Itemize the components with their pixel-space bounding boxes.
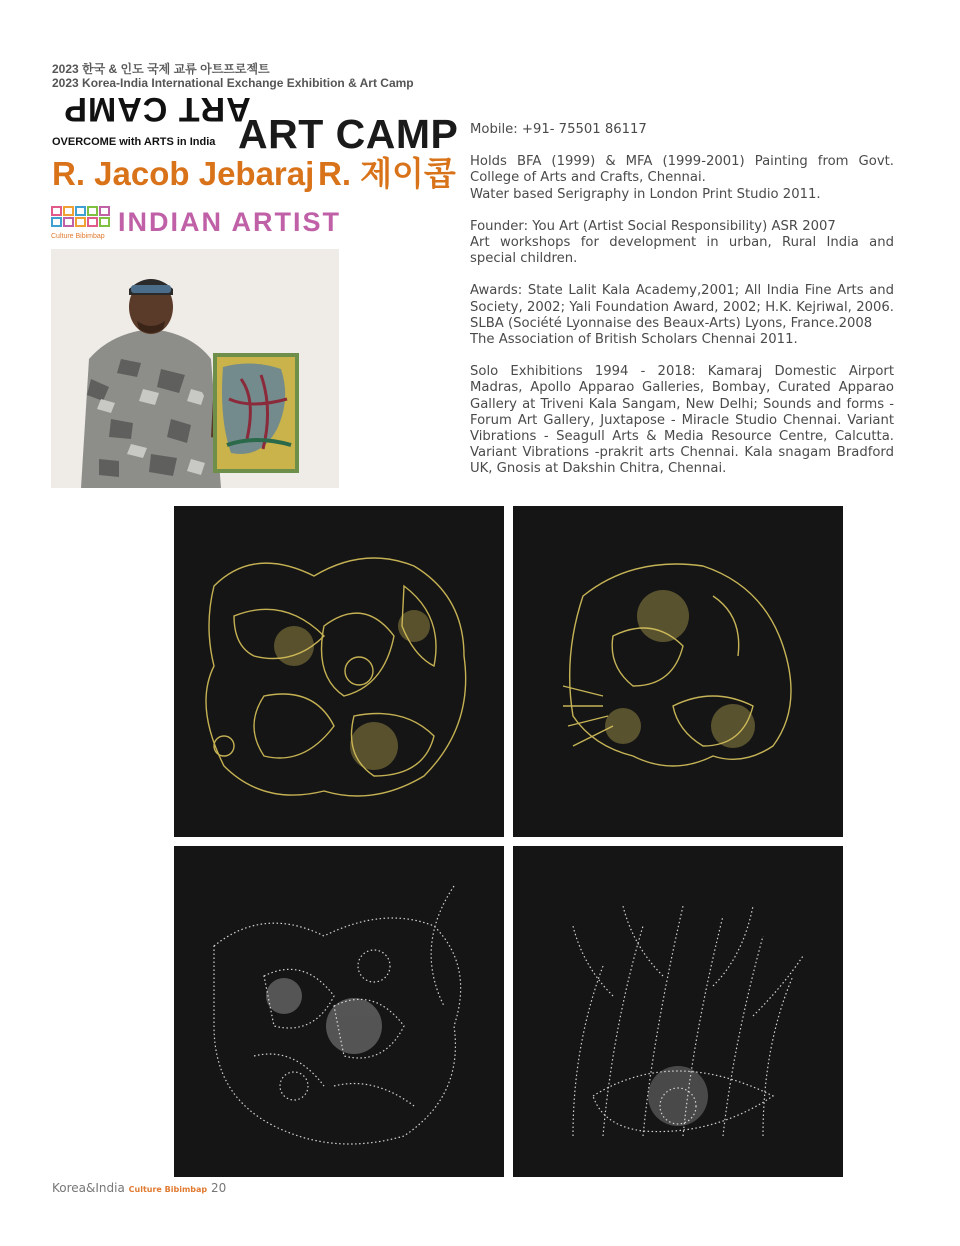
bio-association: The Association of British Scholars Chennai 2011. (470, 332, 798, 348)
footer-brand: Culture Bibimbap (128, 1185, 208, 1194)
page-number: 20 (210, 1181, 227, 1195)
bio-workshops: Art workshops for development in urban, Rural India and special children. (470, 235, 894, 267)
english-event-title: 2023 Korea-India International Exchange Exhibition & Art Camp (52, 76, 414, 90)
artist-photo (51, 249, 339, 488)
art-camp-logo: ART CAMP (63, 90, 251, 128)
artist-name-english: R. Jacob Jebaraj (52, 155, 315, 192)
artwork-4 (513, 846, 843, 1177)
bio-awards: Awards: State Lalit Kala Academy,2001; All India Fine Arts and Society, 2002; Yali Foundation Award, 2002; H.K. Kejriwal, 2006. SLBA (Société Lyonnaise des Beaux-Arts) Lyons, France.2008 (470, 283, 894, 331)
bio-training: Water based Serigraphy in London Print Studio 2011. (470, 186, 821, 202)
artwork-3 (174, 846, 504, 1177)
logo-subtitle: OVERCOME with ARTS in India (52, 136, 216, 148)
korean-event-title: 2023 한국 & 인도 국제 교류 아트프로젝트 (52, 62, 270, 76)
artist-role: INDIAN ARTIST (118, 207, 341, 237)
section-title: ART CAMP (238, 111, 459, 157)
page-footer (52, 1181, 226, 1195)
artist-biography (470, 122, 894, 478)
footer-text: Korea&India (52, 1181, 125, 1195)
bio-mobile: Mobile: +91- 75501 86117 (470, 122, 647, 137)
bio-solo-exhibitions: Solo Exhibitions 1994 - 2018: Kamaraj Domestic Airport Madras, Apollo Apparao Galleries, Bombay, Curated Apparao Gallery at Triveni Kala Sangam, New Delhi; Sounds and forms - Forum Art Gallery, Juxtapose - Miracle Studio Chennai. Variant Vibrations - Seagull Arts & Media Resource Centre, Calcutta. Variant Vibrations -prakrit arts Chennai. Kala snagam Bradford UK, Gnosis at Dakshin Chitra, Chennai. (470, 364, 894, 477)
bio-education: Holds BFA (1999) & MFA (1999-2001) Painting from Govt. College of Arts and Crafts, Chennai. (470, 154, 894, 186)
artwork-2 (513, 506, 843, 837)
artist-name-korean: R. 제이콥 (318, 155, 456, 192)
culture-bibimbap-logo (51, 205, 111, 241)
logo-caption: Culture Bibimbap (51, 233, 105, 240)
bio-founder: Founder: You Art (Artist Social Responsibility) ASR 2007 (470, 218, 836, 234)
artwork-1 (174, 506, 504, 837)
